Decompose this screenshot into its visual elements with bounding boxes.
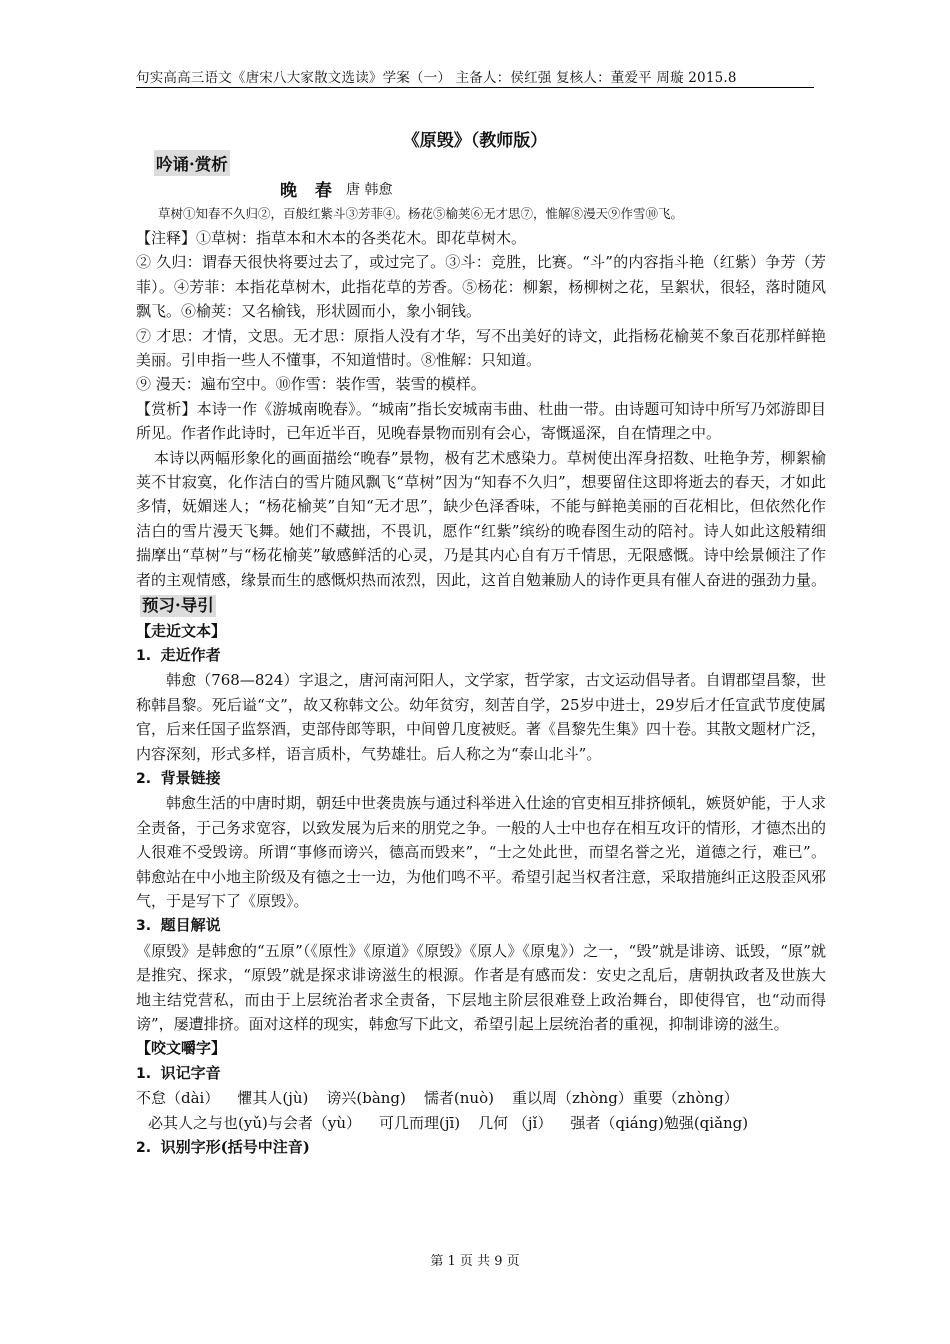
document-title: 《原毁》（教师版）	[402, 131, 548, 151]
pronunciation-item: 可几而理(jī)	[378, 1113, 461, 1132]
item-heading	[136, 1061, 826, 1086]
item-title: 识记字音	[160, 1063, 221, 1082]
background-paragraph: 韩愈生活的中唐时期，朝廷中世袭贵族与通过科举进入仕途的官吏相互排挤倾轧，嫉贤妒能，于人求全责备，于己务求宽容，以致发展为后来的朋党之争。一般的人士中也存在相互攻讦的情形，才德杰出的人很难不受毁谤。所谓“事修而谤兴，德高而毁来”，“士之处此世，而望名誉之光，道德之行，难已”。韩愈站在中小地主阶级及有德之士一边，为他们鸣不平。希望引起当权者注意，采取措施纠正这股歪风邪气，于是写下了《原毁》。	[136, 794, 827, 910]
poem-title: 晚 春	[280, 181, 338, 201]
notes-paragraph: ② 久归：谓春天很快将要过去了，或过完了。③斗：竞胜，比赛。“斗”的内容指斗艳（红紫）争芳（芳菲）。④芳菲：本指花草树木，此指花草的芳香。⑤杨花：柳絮，杨柳树之花，呈絮状，很轻，落时随风飘飞。⑥榆荚：又名榆钱，形状圆而小，象小铜钱。	[136, 253, 826, 321]
appreciation-paragraph: 本诗以两幅形象化的画面描绘“晚春”景物，极有艺术感染力。草树使出浑身招数、吐艳争芳，柳絮榆荚不甘寂寞，化作洁白的雪片随风飘飞“草树”因为“知春不久归”，想要留住这即将逝去的春天，才如此多情，妩媚迷人；“杨花榆荚”自知“无才思”，缺少色泽香味，不能与鲜艳美丽的百花相比，但依然化作洁白的雪片漫天飞舞。她们不藏拙，不畏讥，愿作“红紫”缤纷的晚春图生动的陪衬。诗人如此这般精细揣摩出“草树”与“杨花榆荚”敏感鲜活的心灵，乃是其内心自有万千情思，无限感慨。诗中绘景倾注了作者的主观情感，缘景而生的感慨炽热而浓烈，因此，这首自勉兼励人的诗作更具有催人奋进的强劲力量。	[136, 448, 827, 589]
item-heading	[136, 913, 826, 938]
item-heading	[136, 1135, 826, 1160]
pronunciation-item: 不怠（dài）	[136, 1089, 220, 1108]
pronunciation-item: 谤兴(bàng)	[326, 1089, 406, 1108]
item-title: 走近作者	[160, 645, 221, 664]
title-explanation-paragraph: 《原毁》是韩愈的“五原”（《原性》《原道》《原毁》《原人》《原鬼》）之一，“毁”就是诽谤、诋毁，“原”就是推究、探求，“原毁”就是探求诽谤滋生的根源。作者是有感而发：安史之乱后，唐朝执政者及世族大地主结党营私，而由于上层统治者求全责备，下层地主阶层很难登上政治舞台，即使得官，也“动而得谤”，屡遭排挤。面对这样的现实，韩愈写下此文，希望引起上层统治者的重视，抑制诽谤的滋生。	[136, 941, 826, 1033]
poem-text: 草树①知春不久归②，百般红紫斗③芳菲④。杨花⑤榆荚⑥无才思⑦，惟解⑧漫天⑨作雪⑩飞。	[158, 206, 684, 221]
poem-author: 唐 韩愈	[346, 182, 393, 198]
subheading-approach-text: 【走近文本】	[136, 621, 227, 640]
item-heading	[136, 643, 826, 668]
pronunciation-item: 懼其人(jù)	[237, 1089, 309, 1108]
section-heading-recite: 吟诵·赏析	[154, 150, 230, 176]
notes-paragraph: ⑦ 才思：才情，文思。无才思：原指人没有才华，写不出美好的诗文，此指杨花榆荚不象百花那样鲜艳美丽。引申指一些人不懂事，不知道惜时。⑧惟解：只知道。	[136, 326, 826, 370]
item-number: 3.	[136, 918, 152, 935]
section-heading-preview: 预习·导引	[142, 596, 214, 616]
item-heading	[136, 766, 826, 791]
pronunciation-item: 几何 （jǐ）	[478, 1113, 553, 1132]
item-title: 题目解说	[160, 916, 221, 935]
item-title: 背景链接	[160, 768, 221, 787]
header-divider	[136, 87, 814, 88]
subheading-chew-words: 【咬文嚼字】	[136, 1039, 227, 1058]
main-content	[136, 226, 826, 1160]
appreciation-paragraph: 【赏析】本诗一作《游城南晚春》。“城南”指长安城南韦曲、杜曲一带。由诗题可知诗中所写乃郊游即目所见。作者作此诗时，已年近半百，见晚春景物而别有会心，寄慨遥深，自在情理之中。	[136, 399, 826, 443]
notes-paragraph: 【注释】①草树：指草本和木本的各类花木。即花草树木。	[136, 229, 527, 247]
pronunciation-row	[136, 1111, 826, 1135]
pronunciation-item: 强者（qiáng)勉强(qiǎng)	[570, 1113, 749, 1132]
item-number: 2.	[136, 1140, 152, 1157]
item-title: 识别字形(括号中注音)	[160, 1138, 310, 1157]
pronunciation-item: 重以周（zhòng）重要（zhòng）	[511, 1089, 739, 1108]
item-number: 2.	[136, 770, 152, 787]
page-header: 句实高高三语文《唐宋八大家散文选读》学案（一） 主备人：侯红强 复核人：董爱平 周璇 2015.8	[136, 70, 737, 86]
notes-paragraph: ⑨ 漫天：遍布空中。⑩作雪：装作雪，装雪的模样。	[136, 375, 486, 394]
item-number: 1.	[136, 647, 152, 664]
item-number: 1.	[136, 1065, 152, 1082]
author-intro-paragraph: 韩愈（768—824）字退之，唐河南河阳人，文学家，哲学家，古文运动倡导者。自谓郡望昌黎，世称韩昌黎。死后谥“文”，故又称韩文公。幼年贫穷，刻苦自学，25岁中进士，29岁后才任宣武节度使属官，后来任国子监祭酒，吏部侍郎等职，中间曾几度被贬。著《昌黎先生集》四十卷。其散文题材广泛，内容深刻，形式多样，语言质朴，气势雄壮。后人称之为“泰山北斗”。	[136, 671, 827, 763]
pronunciation-item: 懦者(nuò)	[423, 1089, 494, 1108]
pronunciation-item: 必其人之与也(yǔ)与会者（yù）	[148, 1113, 361, 1132]
page-footer: 第 1 页 共 9 页	[430, 1254, 520, 1269]
pronunciation-row	[136, 1086, 826, 1110]
